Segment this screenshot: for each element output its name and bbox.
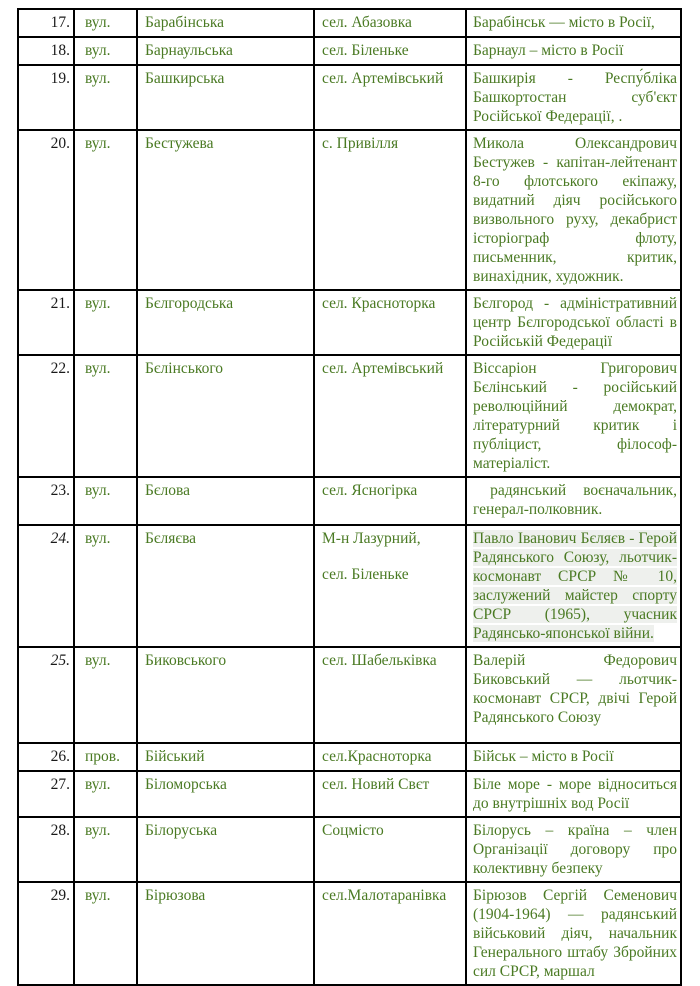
settlement-cell (314, 37, 466, 65)
table-row (18, 743, 681, 771)
table-row (18, 37, 681, 65)
settlement-line: сел. Новий Свєт (322, 776, 430, 793)
settlement-line: сел.Красноторка (322, 748, 432, 765)
settlement-line: М-н Лазурний, (322, 530, 421, 547)
street-type: вул. (74, 525, 137, 647)
streets-table (17, 8, 682, 986)
settlement-cell (314, 882, 466, 985)
street-type: вул. (74, 355, 137, 477)
settlement-line: с. Привілля (322, 135, 399, 152)
table-row (18, 355, 681, 477)
street-name: Бєлінського (137, 355, 314, 477)
description-text: Башкирія - Респу́бліка Башкортостан суб'єкт Російської Федерації, . (473, 70, 677, 125)
description-cell (466, 525, 681, 647)
row-number: 22. (18, 355, 74, 477)
settlement-cell (314, 525, 466, 647)
description-cell (466, 477, 681, 525)
street-type: вул. (74, 65, 137, 130)
street-name: Біломорська (137, 771, 314, 817)
description-text: Павло Іванович Бєляєв - Герой Радянського Союзу, льотчик-космонавт СРСР № 10, заслужений майстер спорту СРСР (1965), учасник Радянсько-японської війни. (473, 530, 677, 642)
description-cell (466, 647, 681, 743)
settlement-line: сел.Малотаранівка (322, 887, 447, 904)
description-cell (466, 37, 681, 65)
table-row (18, 817, 681, 882)
row-number: 18. (18, 37, 74, 65)
settlement-cell (314, 9, 466, 37)
table-row (18, 9, 681, 37)
street-name: Бійський (137, 743, 314, 771)
settlement-cell (314, 743, 466, 771)
street-name: Бєляєва (137, 525, 314, 647)
streets-table-body (18, 9, 681, 985)
row-number: 25. (18, 647, 74, 743)
street-type: вул. (74, 290, 137, 355)
table-row (18, 290, 681, 355)
table-row (18, 65, 681, 130)
row-number: 29. (18, 882, 74, 985)
description-text: Білорусь – країна – член Організації договору про колективну безпеку (473, 822, 677, 877)
settlement-line: сел. Шабельківка (322, 652, 437, 669)
settlement-line: Соцмісто (322, 822, 384, 839)
street-name: Бестужева (137, 130, 314, 290)
description-cell (466, 817, 681, 882)
settlement-line: сел. Артемівський (322, 360, 444, 377)
street-name: Барабінська (137, 9, 314, 37)
street-type: вул. (74, 647, 137, 743)
settlement-cell (314, 817, 466, 882)
table-row (18, 647, 681, 743)
description-text: Барнаул – місто в Росії (473, 42, 624, 59)
settlement-line: сел. Абазовка (322, 14, 412, 31)
settlement-cell (314, 355, 466, 477)
settlement-line: сел. Біленьке (322, 566, 409, 583)
row-number: 23. (18, 477, 74, 525)
street-type: вул. (74, 771, 137, 817)
description-cell (466, 130, 681, 290)
description-cell (466, 355, 681, 477)
description-text: Віссаріон Григорович Бєлінський - російський революційний демократ, літературний критик і публіцист, філософ-матеріаліст. (473, 360, 677, 472)
table-row (18, 130, 681, 290)
settlement-line: сел. Ясногірка (322, 482, 418, 499)
street-type: вул. (74, 817, 137, 882)
table-row (18, 477, 681, 525)
description-text: Микола Олександрович Бестужев - капітан-лейтенант 8-го флотського екіпажу, видатний діяч російського визвольного руху, декабрист історіограф флоту, письменник, критик, винахідник, художник. (473, 135, 677, 285)
street-name: Білоруська (137, 817, 314, 882)
street-type: вул. (74, 130, 137, 290)
row-number: 19. (18, 65, 74, 130)
settlement-cell (314, 290, 466, 355)
street-name: Башкирська (137, 65, 314, 130)
description-cell (466, 882, 681, 985)
description-text: Біле море - море відноситься до внутрішніх вод Росії (473, 776, 677, 812)
description-text: радянський воєначальник, генерал-полковник. (473, 482, 677, 518)
description-text: Бєлгород - адміністративний центр Бєлгородської області в Російській Федерації (473, 295, 677, 350)
settlement-cell (314, 65, 466, 130)
street-name: Бєлгородська (137, 290, 314, 355)
street-name: Барнаульська (137, 37, 314, 65)
settlement-line: сел. Артемівський (322, 70, 444, 87)
description-text: Валерій Федорович Биковський — льотчик-космонавт СРСР, двічі Герой Радянського Союзу (473, 652, 677, 726)
settlement-cell (314, 130, 466, 290)
description-cell (466, 65, 681, 130)
settlement-cell (314, 477, 466, 525)
description-text: Барабінськ — місто в Росії, (473, 14, 655, 31)
row-number: 21. (18, 290, 74, 355)
row-number: 28. (18, 817, 74, 882)
settlement-cell (314, 771, 466, 817)
street-type: вул. (74, 477, 137, 525)
street-name: Бєлова (137, 477, 314, 525)
description-cell (466, 290, 681, 355)
table-row (18, 525, 681, 647)
description-cell (466, 771, 681, 817)
description-cell (466, 743, 681, 771)
description-cell (466, 9, 681, 37)
settlement-cell (314, 647, 466, 743)
row-number: 24. (18, 525, 74, 647)
table-row (18, 771, 681, 817)
description-text: Бійськ – місто в Росії (473, 748, 614, 765)
street-name: Биковського (137, 647, 314, 743)
table-row (18, 882, 681, 985)
street-type: вул. (74, 9, 137, 37)
street-name: Бірюзова (137, 882, 314, 985)
row-number: 26. (18, 743, 74, 771)
row-number: 27. (18, 771, 74, 817)
settlement-line: сел. Біленьке (322, 42, 409, 59)
row-number: 17. (18, 9, 74, 37)
street-type: вул. (74, 882, 137, 985)
description-text: Бірюзов Сергій Семенович (1904-1964) — радянський військовий діяч, начальник Генерального штабу Збройних сил СРСР, маршал (473, 887, 677, 980)
street-type: вул. (74, 37, 137, 65)
row-number: 20. (18, 130, 74, 290)
street-type: пров. (74, 743, 137, 771)
settlement-line: сел. Красноторка (322, 295, 436, 312)
